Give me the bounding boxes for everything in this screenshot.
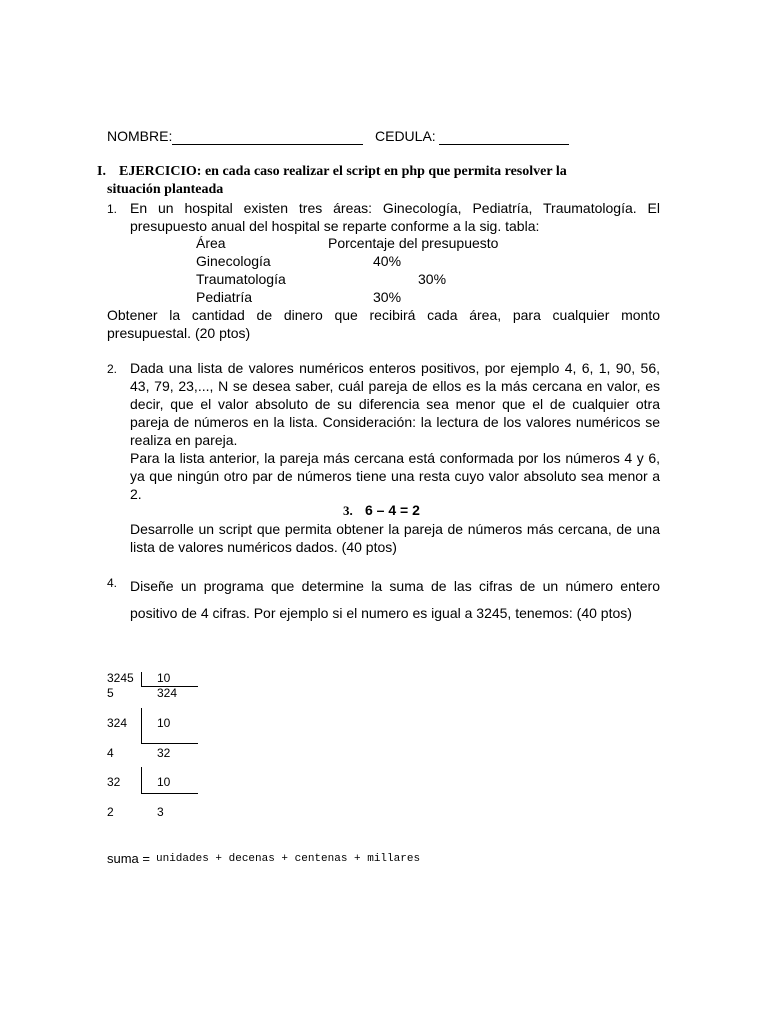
- sum-expression: unidades + decenas + centenas + millares: [156, 853, 421, 865]
- division-1-dividend: 3245: [107, 671, 134, 685]
- division-2-bracket: [141, 708, 142, 744]
- q1-closing: Obtener la cantidad de dinero que recibirá cada área, para cualquier monto presupuestal. (20 ptos): [107, 307, 660, 341]
- q1-table-area-1: Ginecología: [196, 253, 271, 269]
- q1-table-area-2: Traumatología: [196, 271, 286, 287]
- division-3-bracket: [141, 767, 142, 793]
- division-2-remainder: 4: [107, 746, 114, 760]
- name-label: NOMBRE:: [107, 128, 173, 144]
- division-1-remainder: 5: [107, 686, 114, 700]
- q1-table-header-area: Área: [196, 235, 226, 251]
- q1-table-pct-1: 40%: [373, 253, 402, 269]
- sum-label: suma =: [107, 851, 150, 866]
- division-2-dividend: 324: [107, 716, 128, 730]
- q2-number: 2.: [107, 362, 118, 376]
- q2-formula-number: 3.: [343, 503, 353, 518]
- id-field-line[interactable]: [439, 144, 569, 145]
- q1-number: 1.: [107, 202, 118, 216]
- division-1-bracket: [141, 672, 142, 686]
- division-1-quotient: 324: [157, 686, 178, 700]
- q1-table-pct-3: 30%: [373, 289, 402, 305]
- division-2-quotient: 32: [157, 746, 171, 760]
- q2-para1: Dada una lista de valores numéricos enteros positivos, por ejemplo 4, 6, 1, 90, 56, 43, 79, 23,..., N se desea saber, cuál pareja de ellos es la más cercana en valor, es decir, que el valor absoluto de su diferencia sea menor que el de cualquier otra pareja de números en la lista. Consideración: la lectura de los valores numéricos se realiza en pareja.: [130, 360, 660, 448]
- q4-number: 4.: [107, 576, 118, 590]
- name-field-line[interactable]: [172, 144, 363, 145]
- division-3-dividend: 32: [107, 775, 121, 789]
- q2-formula: 6 – 4 = 2: [365, 502, 420, 518]
- q1-table-area-3: Pediatría: [196, 289, 253, 305]
- division-3-underline: [141, 793, 198, 794]
- section-number: I.: [97, 164, 106, 179]
- q1-table-header-pct: Porcentaje del presupuesto: [328, 235, 499, 251]
- section-title-line2: situación planteada: [107, 182, 224, 197]
- q4-text: Diseñe un programa que determine la suma de las cifras de un número entero positivo de 4 cifras. Por ejemplo si el numero es igual a 3245, tenemos: (40 ptos): [130, 578, 660, 621]
- division-3-remainder: 2: [107, 805, 114, 819]
- q2-para3: Desarrolle un script que permita obtener la pareja de números más cercana, de una lista de valores numéricos dados. (40 ptos): [130, 521, 660, 555]
- q2-para2: Para la lista anterior, la pareja más cercana está conformada por los números 4 y 6, ya que ningún otro par de números tiene una resta cuyo valor absoluto sea menor a 2.: [130, 450, 660, 502]
- division-1-divisor: 10: [157, 671, 171, 685]
- q1-table-pct-2: 30%: [418, 271, 447, 287]
- division-2-divisor: 10: [157, 716, 171, 730]
- id-label: CEDULA:: [375, 128, 436, 144]
- section-title-line1: EJERCICIO: en cada caso realizar el script en php que permita resolver la: [119, 164, 567, 179]
- q1-text: En un hospital existen tres áreas: Ginecología, Pediatría, Traumatología. El presupuesto anual del hospital se reparte conforme a la sig. tabla:: [130, 200, 660, 234]
- division-3-quotient: 3: [157, 805, 164, 819]
- division-3-divisor: 10: [157, 775, 171, 789]
- division-2-underline: [141, 743, 198, 744]
